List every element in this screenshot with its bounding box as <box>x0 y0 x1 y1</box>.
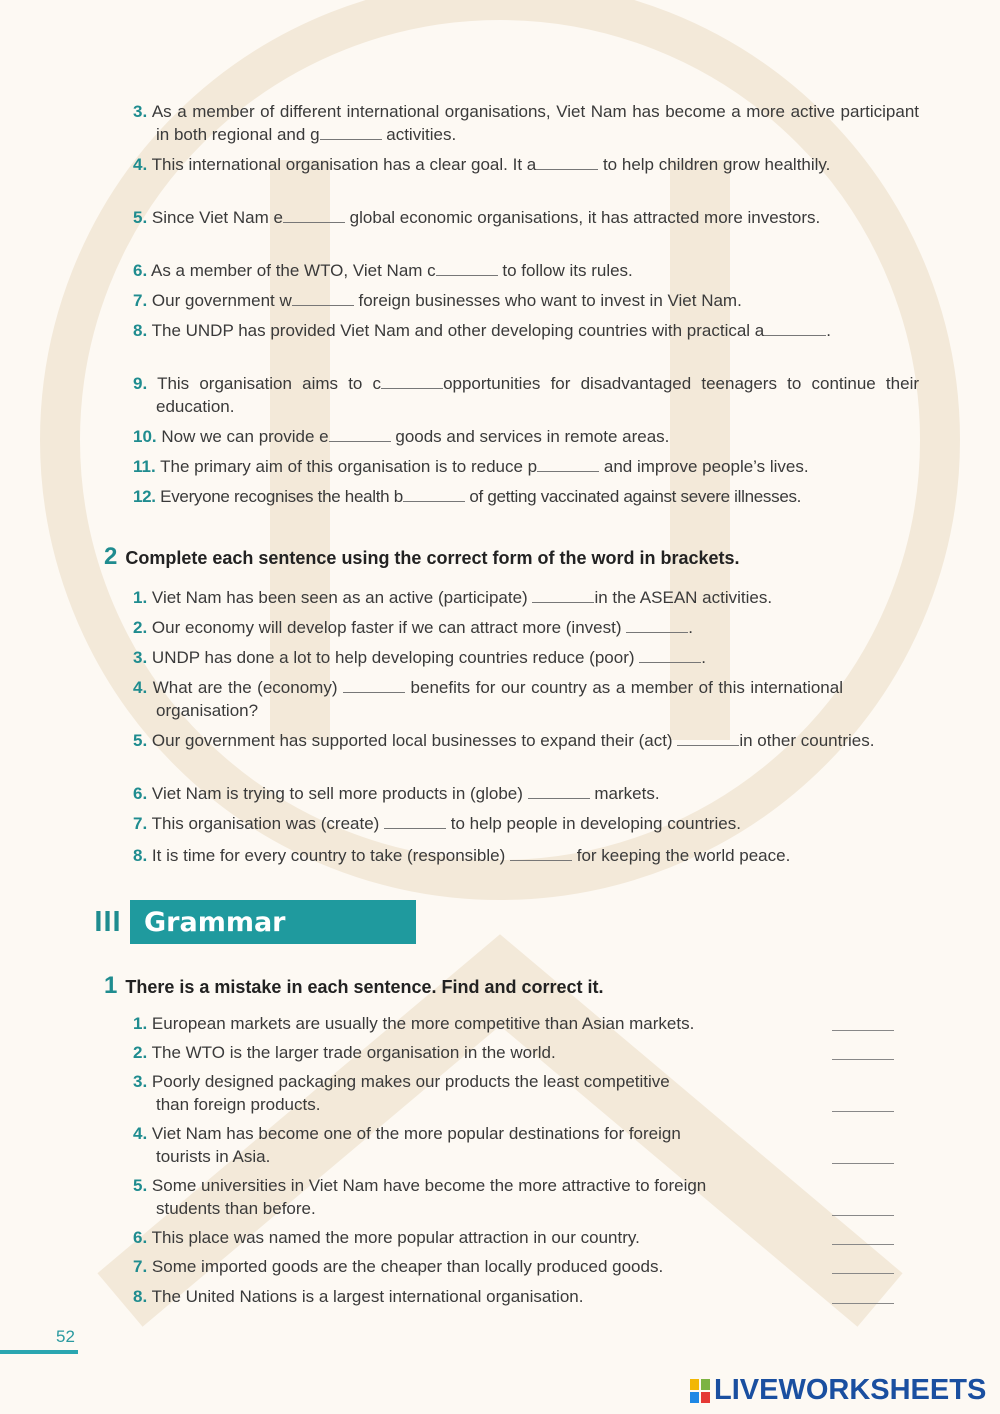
grammar-item: 1. European markets are usually the more competitive than Asian markets. <box>133 1014 695 1033</box>
answer-blank[interactable] <box>403 488 465 502</box>
exercise1-item: 9. This organisation aims to c opportunities for disadvantaged teenagers to continue their education. <box>133 374 920 416</box>
exercise2-heading: 2 Complete each sentence using the correct form of the word in brackets. <box>104 543 740 570</box>
grammar-item: 7. Some imported goods are the cheaper than locally produced goods. <box>133 1257 664 1276</box>
answer-blank[interactable] <box>532 589 594 603</box>
exercise1-item: 12. Everyone recognises the health b of getting vaccinated against severe illnesses. <box>133 487 802 506</box>
exercise2-item: 2. Our economy will develop faster if we can attract more (invest) . <box>133 618 693 637</box>
exercise2-item: 8. It is time for every country to take (responsible) for keeping the world peace. <box>133 846 791 865</box>
answer-blank[interactable] <box>536 156 598 170</box>
exercise1-item: 10. Now we can provide e goods and services in remote areas. <box>133 427 670 446</box>
grammar-section-header <box>86 900 416 944</box>
liveworksheets-logo[interactable] <box>690 1374 986 1407</box>
exercise2-item: 7. This organisation was (create) to help people in developing countries. <box>133 814 741 833</box>
exercise1-item: 4. This international organisation has a clear goal. It a to help children grow healthily. <box>133 155 831 174</box>
section-roman-numeral: III <box>86 900 130 944</box>
grammar-item: 8. The United Nations is a largest international organisation. <box>133 1287 584 1306</box>
answer-blank[interactable] <box>320 126 382 140</box>
answer-line[interactable] <box>832 1214 894 1216</box>
answer-blank[interactable] <box>528 785 590 799</box>
answer-blank[interactable] <box>537 458 599 472</box>
exercise2-item: 4. What are the (economy) benefits for our country as a member of this international organisation? <box>133 678 843 720</box>
answer-blank[interactable] <box>384 815 446 829</box>
answer-blank[interactable] <box>639 649 701 663</box>
answer-blank[interactable] <box>381 375 443 389</box>
answer-line[interactable] <box>832 1029 894 1031</box>
answer-blank[interactable] <box>343 679 405 693</box>
exercise1-item: 3. As a member of different international organisations, Viet Nam has become a more active participant in both regional and g activities. <box>133 102 919 144</box>
exercise1-item: 6. As a member of the WTO, Viet Nam c to follow its rules. <box>133 261 633 280</box>
answer-line[interactable] <box>832 1110 894 1112</box>
answer-line[interactable] <box>832 1243 894 1245</box>
answer-blank[interactable] <box>283 209 345 223</box>
grammar-item: 2. The WTO is the larger trade organisation in the world. <box>133 1043 556 1062</box>
page-number: 52 <box>56 1327 75 1346</box>
exercise2-item: 1. Viet Nam has been seen as an active (participate) in the ASEAN activities. <box>133 588 773 607</box>
exercise2-item: 3. UNDP has done a lot to help developing countries reduce (poor) . <box>133 648 706 667</box>
exercise1-item: 5. Since Viet Nam e global economic organisations, it has attracted more investors. <box>133 208 821 227</box>
answer-blank[interactable] <box>436 262 498 276</box>
answer-blank[interactable] <box>292 292 354 306</box>
answer-blank[interactable] <box>626 619 688 633</box>
answer-blank[interactable] <box>677 732 739 746</box>
answer-line[interactable] <box>832 1302 894 1304</box>
answer-line[interactable] <box>832 1272 894 1274</box>
answer-line[interactable] <box>832 1058 894 1060</box>
logo-text: LIVEWORKSHEETS <box>714 1374 987 1406</box>
exercise1-item: 8. The UNDP has provided Viet Nam and other developing countries with practical a . <box>133 321 831 340</box>
answer-blank[interactable] <box>764 322 826 336</box>
page-number-underline <box>0 1350 78 1354</box>
answer-line[interactable] <box>832 1162 894 1164</box>
exercise1-item: 7. Our government w foreign businesses who want to invest in Viet Nam. <box>133 291 742 310</box>
exercise1-item: 11. The primary aim of this organisation is to reduce p and improve people’s lives. <box>133 457 809 476</box>
grammar-item: 4. Viet Nam has become one of the more popular destinations for foreign tourists in Asia. <box>133 1124 681 1166</box>
answer-blank[interactable] <box>329 428 391 442</box>
exercise2-item: 5. Our government has supported local businesses to expand their (act) in other countries. <box>133 731 875 750</box>
grammar-ex1-heading: 1 There is a mistake in each sentence. Find and correct it. <box>104 972 604 999</box>
grammar-item: 5. Some universities in Viet Nam have become the more attractive to foreign students than before. <box>133 1176 707 1218</box>
grammar-item: 6. This place was named the more popular attraction in our country. <box>133 1228 640 1247</box>
section-title: Grammar <box>144 906 286 938</box>
exercise2-item: 6. Viet Nam is trying to sell more products in (globe) markets. <box>133 784 660 803</box>
answer-blank[interactable] <box>510 847 572 861</box>
logo-blocks-icon <box>690 1379 710 1403</box>
grammar-item: 3. Poorly designed packaging makes our products the least competitive than foreign products. <box>133 1072 670 1114</box>
